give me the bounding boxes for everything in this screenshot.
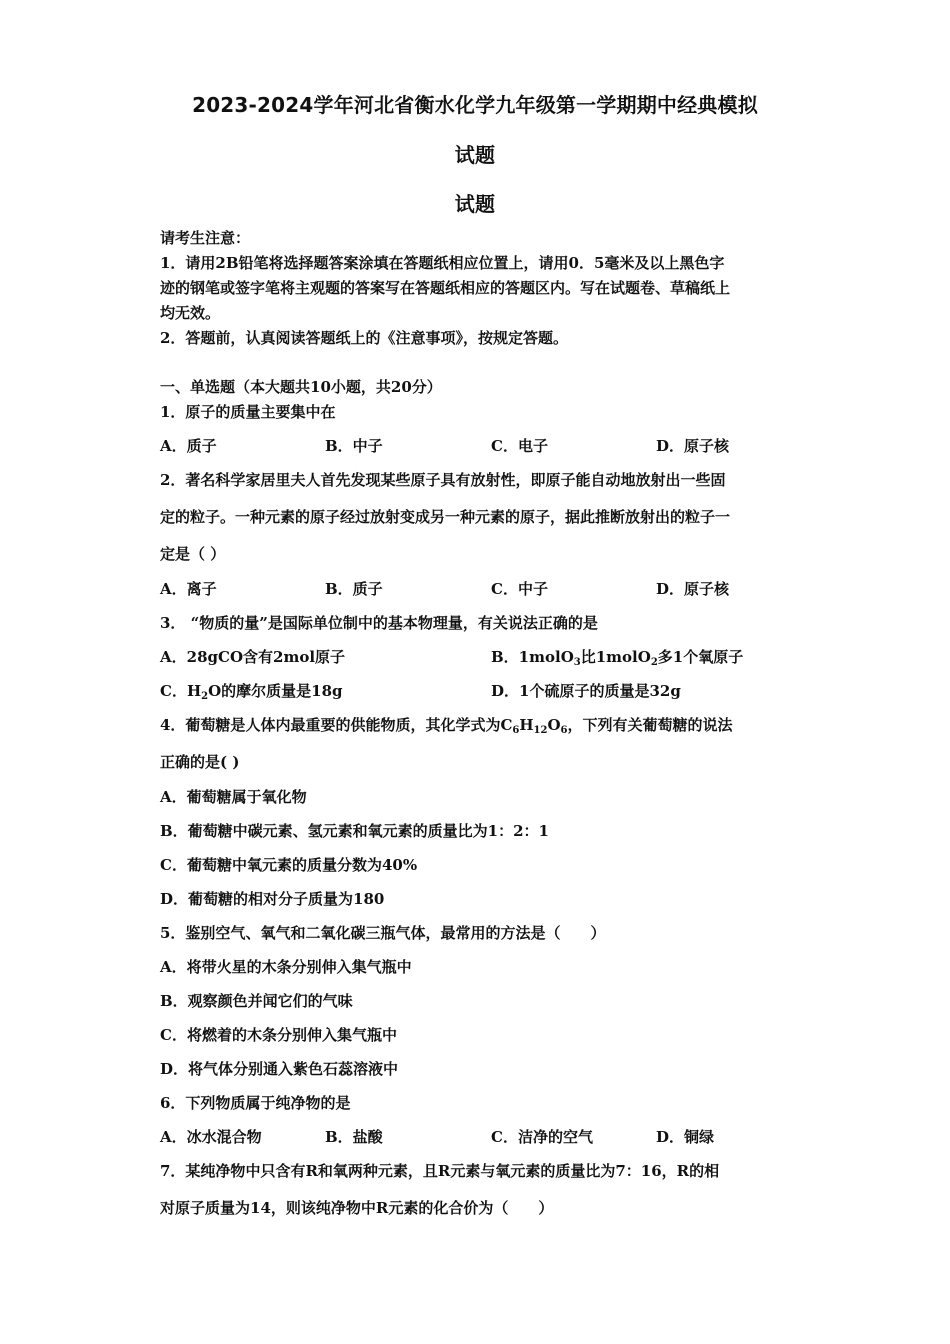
q3-stem: 3． “物质的量”是国际单位制中的基本物理量，有关说法正确的是 xyxy=(160,614,598,632)
q2-option-a: A．离子 xyxy=(160,580,217,598)
q6-option-c: C．洁净的空气 xyxy=(491,1128,593,1146)
q4-option-c: C．葡萄糖中氧元素的质量分数为40% xyxy=(160,856,418,874)
q4-option-d: D．葡萄糖的相对分子质量为180 xyxy=(160,890,385,908)
q2-stem-line-3: 定是（ ） xyxy=(160,545,226,563)
q1-stem: 1．原子的质量主要集中在 xyxy=(160,403,336,421)
q5-option-c: C．将燃着的木条分别伸入集气瓶中 xyxy=(160,1026,397,1044)
q7-stem-line-1: 7．某纯净物中只含有R和氧两种元素，且R元素与氧元素的质量比为7：16，R的相 xyxy=(160,1162,720,1180)
q5-option-d: D．将气体分别通入紫色石蕊溶液中 xyxy=(160,1060,399,1078)
q3-option-d: D．1个硫原子的质量是32g xyxy=(491,682,681,700)
q4-option-a: A．葡萄糖属于氧化物 xyxy=(160,788,307,806)
q3-option-a: A．28gCO含有2mol原子 xyxy=(160,648,346,666)
q2-option-c: C．中子 xyxy=(491,580,548,598)
q1-option-b: B．中子 xyxy=(325,437,383,455)
q5-option-b: B．观察颜色并闻它们的气味 xyxy=(160,992,353,1010)
q7-stem-line-2: 对原子质量为14，则该纯净物中R元素的化合价为（ ） xyxy=(160,1199,554,1217)
exam-subtitle: 试题 xyxy=(454,192,496,216)
q4-stem-line-2: 正确的是( ) xyxy=(160,753,240,771)
q5-stem: 5．鉴别空气、氧气和二氧化碳三瓶气体，最常用的方法是（ ） xyxy=(160,924,606,942)
q6-option-d: D．铜绿 xyxy=(656,1128,715,1146)
q5-option-a: A．将带火星的木条分别伸入集气瓶中 xyxy=(160,958,412,976)
notice-item-1-line-1: 1．请用2B铅笔将选择题答案涂填在答题纸相应位置上，请用0．5毫米及以上黑色字 xyxy=(160,254,725,272)
q1-option-d: D．原子核 xyxy=(656,437,730,455)
exam-title-continued: 试题 xyxy=(454,143,496,167)
q2-option-d: D．原子核 xyxy=(656,580,730,598)
q3-option-b: B．1molO$_3$比1molO$_2$多1个氧原子 xyxy=(491,648,744,668)
q4-option-b: B．葡萄糖中碳元素、氢元素和氧元素的质量比为1：2：1 xyxy=(160,822,549,840)
notice-heading: 请考生注意： xyxy=(160,229,251,247)
q2-stem-line-2: 定的粒子。一种元素的原子经过放射变成另一种元素的原子，据此推断放射出的粒子一 xyxy=(160,508,731,526)
q2-stem-line-1: 2．著名科学家居里夫人首先发现某些原子具有放射性，即原子能自动地放射出一些固 xyxy=(160,471,726,489)
q3-option-c: C．$H_2O$的摩尔质量是18g xyxy=(160,682,343,702)
q1-option-c: C．电子 xyxy=(491,437,548,455)
q6-option-a: A．冰水混合物 xyxy=(160,1128,262,1146)
notice-item-1-line-2: 迹的钢笔或签字笔将主观题的答案写在答题纸相应的答题区内。写在试题卷、草稿纸上 xyxy=(160,279,731,297)
q4-stem-line-1: 4．葡萄糖是人体内最重要的供能物质，其化学式为$C_6H_{12}O_6$，下列有关葡萄糖的说法 xyxy=(160,716,733,736)
q6-option-b: B．盐酸 xyxy=(325,1128,383,1146)
q1-option-a: A．质子 xyxy=(160,437,217,455)
q2-option-b: B．质子 xyxy=(325,580,383,598)
exam-title: 2023-2024学年河北省衡水化学九年级第一学期期中经典模拟 xyxy=(192,93,758,117)
section-heading: 一、单选题（本大题共10小题，共20分） xyxy=(160,378,442,396)
q6-stem: 6．下列物质属于纯净物的是 xyxy=(160,1094,351,1112)
notice-item-2: 2．答题前，认真阅读答题纸上的《注意事项》，按规定答题。 xyxy=(160,329,568,347)
notice-item-1-line-3: 均无效。 xyxy=(160,304,221,322)
